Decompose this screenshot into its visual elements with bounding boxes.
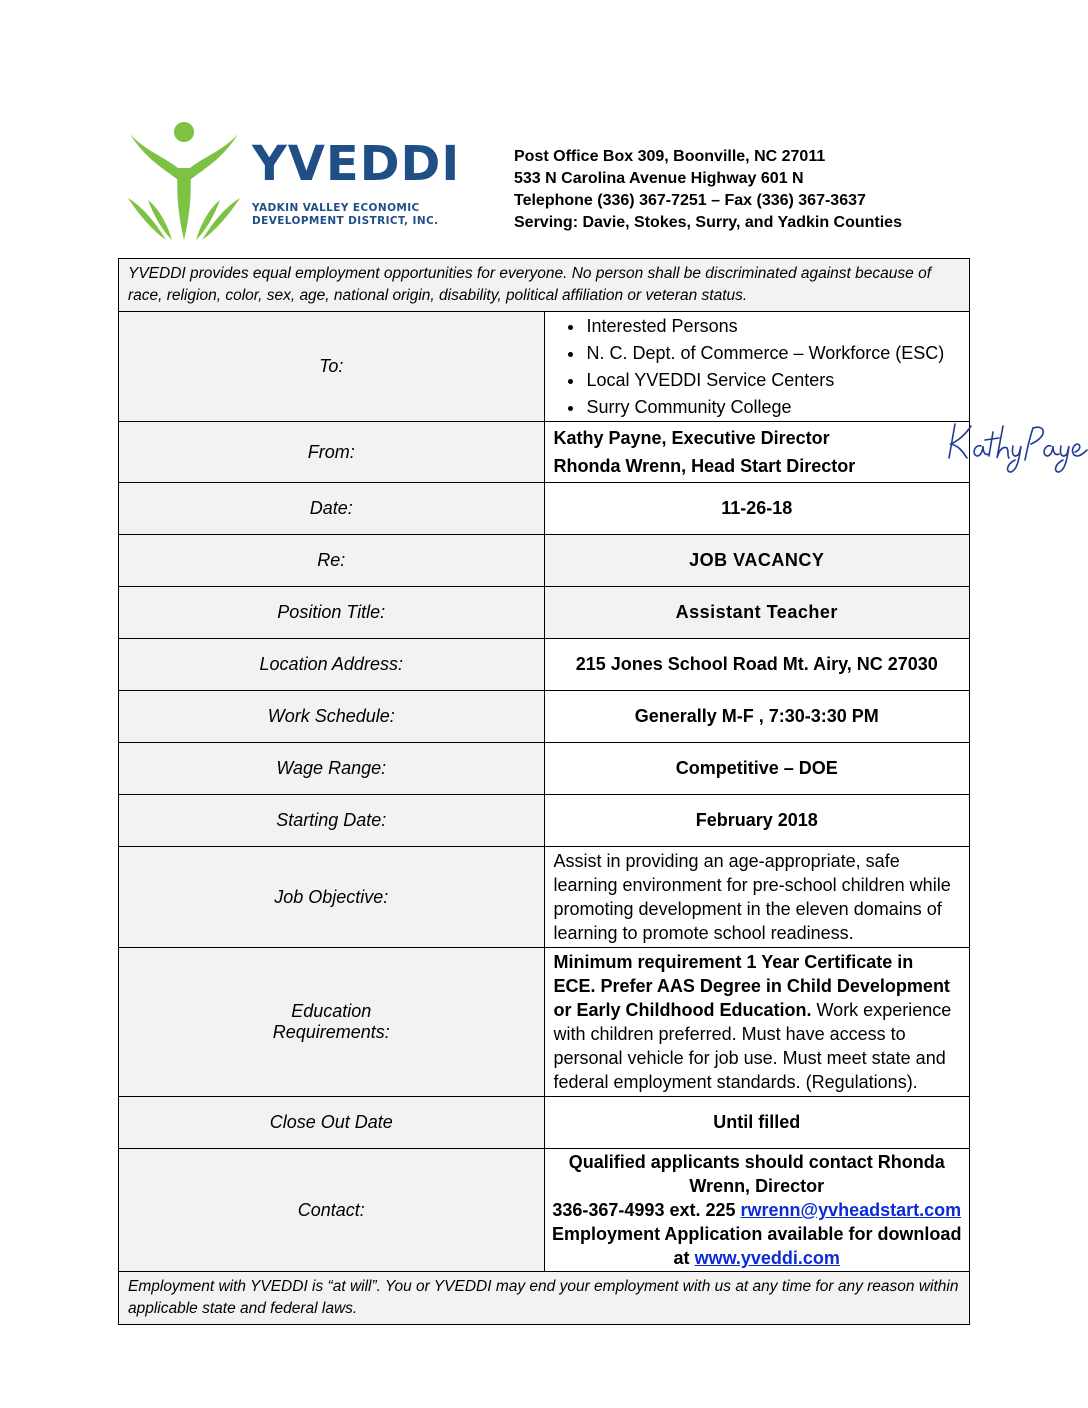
to-recipients: [544, 312, 970, 422]
signature-image: [941, 414, 1088, 476]
address-block: [514, 146, 902, 234]
contact-label: Contact:: [119, 1149, 545, 1272]
objective-value: [544, 847, 970, 948]
website-link[interactable]: www.yveddi.com: [694, 1248, 840, 1268]
logo-subtitle: YADKIN VALLEY ECONOMIC DEVELOPMENT DISTRICT, INC.: [252, 202, 439, 227]
to-label: To:: [119, 312, 545, 422]
vacancy-table: [118, 258, 970, 1325]
from-line: Rhonda Wrenn, Head Start Director: [553, 456, 856, 476]
serving-line: Serving: Davie, Stokes, Surry, and Yadkin Counties: [514, 214, 902, 231]
start-value: February 2018: [544, 795, 970, 847]
address-line: 533 N Carolina Avenue Highway 601 N: [514, 170, 804, 187]
at-will-notice: Employment with YVEDDI is “at will”. You or YVEDDI may end your employment with us at any time for any reason within applicable state and federal laws.: [119, 1272, 970, 1325]
schedule-label: Work Schedule:: [119, 691, 545, 743]
education-details: Work experience with children preferred. Must have access to personal vehicle for job use. Must meet state and federal employment standards. (Regulations).: [553, 1000, 952, 1092]
contact-phone: 336-367-4993 ext. 225: [552, 1200, 741, 1220]
recipient-item: • Surry Community College: [585, 394, 970, 421]
recipient-item: • Local YVEDDI Service Centers: [585, 367, 970, 394]
phone-fax-line: Telephone (336) 367-7251 – Fax (336) 367-3637: [514, 192, 866, 209]
education-required: Minimum requirement 1 Year Certificate in ECE. Prefer AAS Degree in Child Development or Early Childhood Education.: [553, 952, 950, 1020]
close-out-value: Until filled: [544, 1097, 970, 1149]
re-value: JOB VACANCY: [544, 535, 970, 587]
logo-wordmark: YVEDDI: [252, 136, 461, 192]
from-line: Kathy Payne, Executive Director: [553, 428, 830, 448]
recipient-item: • Interested Persons: [585, 313, 970, 340]
objective-label: Job Objective:: [119, 847, 545, 948]
from-value: [544, 422, 970, 483]
education-value: [544, 948, 970, 1097]
re-label: Re:: [119, 535, 545, 587]
schedule-value: Generally M-F , 7:30-3:30 PM: [544, 691, 970, 743]
date-label: Date:: [119, 483, 545, 535]
contact-value: Qualified applicants should contact Rhonda Wrenn, Director 336-367-4993 ext. 225 rwrenn@yvheadstart.com Employment Application available for download at www.yveddi.com: [544, 1149, 970, 1272]
close-out-label: Close Out Date: [119, 1097, 545, 1149]
eeo-notice: YVEDDI provides equal employment opportunities for everyone. No person shall be discriminated against because of race, religion, color, sex, age, national origin, disability, political affiliation or veteran status.: [119, 259, 970, 312]
position-label: Position Title:: [119, 587, 545, 639]
position-value: Assistant Teacher: [544, 587, 970, 639]
location-label: Location Address:: [119, 639, 545, 691]
contact-highlight: Qualified applicants: [568, 1152, 740, 1172]
email-link[interactable]: rwrenn@yvheadstart.com: [740, 1200, 962, 1220]
logo-figure-icon: [126, 120, 248, 242]
address-line: Post Office Box 309, Boonville, NC 27011: [514, 148, 826, 165]
location-value: 215 Jones School Road Mt. Airy, NC 27030: [544, 639, 970, 691]
recipient-item: • N. C. Dept. of Commerce – Workforce (ESC): [585, 340, 970, 367]
education-label: Education Requirements:: [119, 948, 545, 1097]
yveddi-logo: [126, 120, 461, 242]
wage-label: Wage Range:: [119, 743, 545, 795]
start-label: Starting Date:: [119, 795, 545, 847]
wage-value: Competitive – DOE: [544, 743, 970, 795]
date-value: 11-26-18: [544, 483, 970, 535]
objective-text: Assist in providing an age-appropriate, safe learning environment for pre-school children while promoting development in the eleven domains of learning to promote school readiness.: [553, 851, 951, 943]
from-label: From:: [119, 422, 545, 483]
